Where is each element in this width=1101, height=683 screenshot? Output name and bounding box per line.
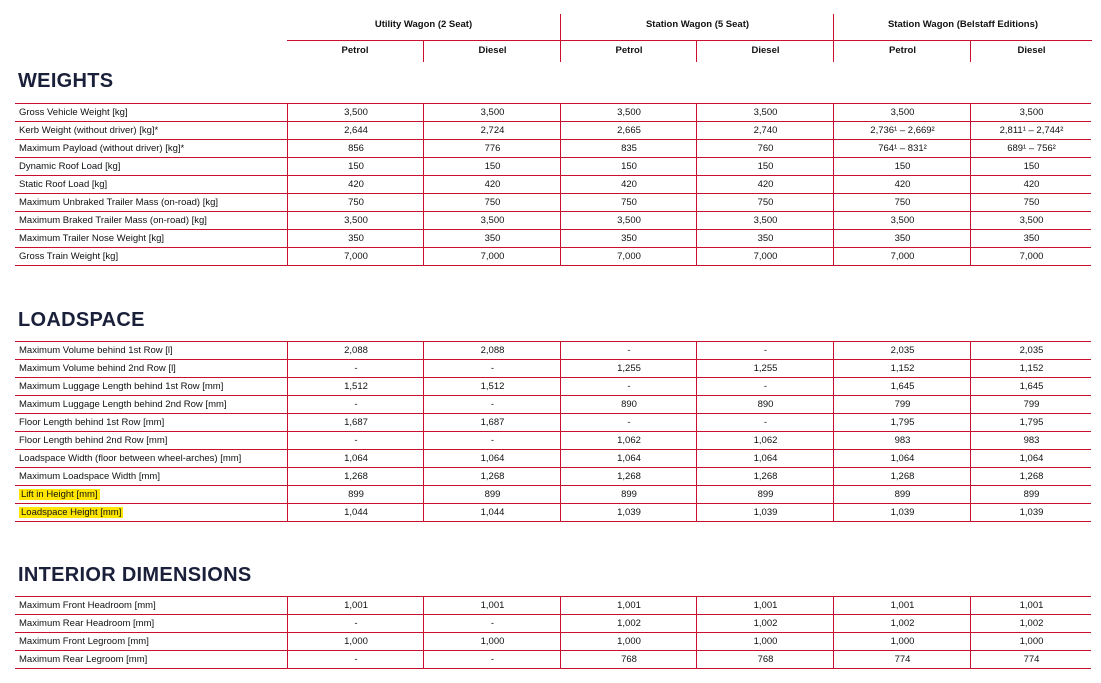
table-cell: 1,795 (833, 414, 971, 431)
table-cell: 799 (833, 396, 971, 413)
table-cell: 420 (970, 176, 1092, 193)
interior-table (15, 596, 1091, 669)
row-label: Maximum Payload (without driver) [kg]* (19, 143, 185, 154)
table-cell: - (696, 378, 834, 395)
table-row (15, 229, 1091, 247)
table-cell: 7,000 (560, 248, 697, 265)
table-cell: - (423, 615, 561, 632)
table-cell: 2,088 (423, 342, 561, 359)
table-row (15, 614, 1091, 632)
table-cell: - (560, 414, 697, 431)
table-cell: 2,088 (287, 342, 424, 359)
row-label (15, 486, 291, 503)
table-cell: 3,500 (696, 212, 834, 229)
table-cell: - (560, 378, 697, 395)
loadspace-table (15, 341, 1091, 522)
table-cell: 1,001 (833, 597, 971, 614)
table-cell: 899 (287, 486, 424, 503)
table-cell: 1,152 (970, 360, 1092, 377)
row-label: Static Roof Load [kg] (19, 179, 108, 190)
group-header-belstaff: Station Wagon (Belstaff Editions) (833, 14, 1092, 41)
row-label: Loadspace Width (floor between wheel-arches) [mm] (19, 453, 242, 464)
table-cell: 1,064 (423, 450, 561, 467)
table-cell: 3,500 (423, 212, 561, 229)
table-row (15, 139, 1091, 157)
table-cell: - (423, 432, 561, 449)
table-cell: 1,001 (287, 597, 424, 614)
table-row (15, 395, 1091, 413)
table-cell: 1,255 (696, 360, 834, 377)
table-cell: 350 (287, 230, 424, 247)
weights-table (15, 103, 1091, 266)
row-label (15, 504, 291, 521)
table-cell: 2,724 (423, 122, 561, 139)
row-label: Maximum Luggage Length behind 1st Row [mm] (19, 381, 224, 392)
table-cell: 983 (970, 432, 1092, 449)
table-cell: 1,001 (560, 597, 697, 614)
table-cell: 1,002 (970, 615, 1092, 632)
table-cell: 1,064 (696, 450, 834, 467)
table-cell: 3,500 (560, 104, 697, 121)
table-row (15, 632, 1091, 650)
table-cell: 899 (970, 486, 1092, 503)
table-cell: - (287, 615, 424, 632)
table-row (15, 121, 1091, 139)
row-label: Maximum Rear Legroom [mm] (19, 654, 148, 665)
table-cell: 3,500 (833, 104, 971, 121)
section-title-loadspace: LOADSPACE (18, 309, 145, 331)
table-cell: 1,687 (287, 414, 424, 431)
table-cell: 7,000 (423, 248, 561, 265)
table-cell: 1,001 (970, 597, 1092, 614)
table-cell: 150 (560, 158, 697, 175)
row-label: Floor Length behind 1st Row [mm] (19, 417, 165, 428)
table-cell: 1,152 (833, 360, 971, 377)
table-row (15, 431, 1091, 449)
table-cell: 890 (560, 396, 697, 413)
table-cell: 760 (696, 140, 834, 157)
table-row (15, 650, 1091, 669)
row-label: Maximum Volume behind 2nd Row [l] (19, 363, 176, 374)
table-cell: 3,500 (970, 212, 1092, 229)
table-cell: 3,500 (696, 104, 834, 121)
row-label: Kerb Weight (without driver) [kg]* (19, 125, 159, 136)
table-cell: 1,268 (423, 468, 561, 485)
table-cell: 1,000 (287, 633, 424, 650)
row-label: Gross Vehicle Weight [kg] (19, 107, 128, 118)
table-cell: 750 (423, 194, 561, 211)
table-row (15, 596, 1091, 614)
table-cell: - (287, 360, 424, 377)
table-cell: 1,001 (423, 597, 561, 614)
table-cell: 7,000 (833, 248, 971, 265)
table-cell: 350 (423, 230, 561, 247)
table-cell: 1,512 (287, 378, 424, 395)
table-cell: 899 (560, 486, 697, 503)
table-cell: 1,795 (970, 414, 1092, 431)
fuel-header: Petrol (833, 40, 971, 62)
row-label: Dynamic Roof Load [kg] (19, 161, 121, 172)
table-cell: 1,002 (833, 615, 971, 632)
row-label: Maximum Loadspace Width [mm] (19, 471, 160, 482)
table-cell: 774 (970, 651, 1092, 668)
table-cell: 1,512 (423, 378, 561, 395)
table-cell: 1,002 (696, 615, 834, 632)
table-cell: 1,645 (970, 378, 1092, 395)
table-cell: 2,736¹ – 2,669² (833, 122, 971, 139)
table-cell: 3,500 (287, 212, 424, 229)
table-cell: 1,039 (970, 504, 1092, 521)
row-label: Maximum Rear Headroom [mm] (19, 618, 155, 629)
group-header-utility-wagon: Utility Wagon (2 Seat) (287, 14, 560, 41)
table-cell: 350 (696, 230, 834, 247)
table-cell: 768 (696, 651, 834, 668)
table-cell: 1,001 (696, 597, 834, 614)
table-cell: 774 (833, 651, 971, 668)
table-cell: 350 (560, 230, 697, 247)
table-cell: 420 (423, 176, 561, 193)
table-cell: 899 (696, 486, 834, 503)
row-label: Maximum Front Legroom [mm] (19, 636, 149, 647)
table-cell: 1,268 (287, 468, 424, 485)
table-cell: 420 (287, 176, 424, 193)
table-cell: 3,500 (560, 212, 697, 229)
table-cell: 1,268 (696, 468, 834, 485)
table-cell: 899 (833, 486, 971, 503)
table-cell: 1,064 (970, 450, 1092, 467)
row-label: Maximum Luggage Length behind 2nd Row [mm] (19, 399, 227, 410)
table-cell: 776 (423, 140, 561, 157)
table-cell: 750 (696, 194, 834, 211)
table-cell: 420 (833, 176, 971, 193)
table-cell: 7,000 (287, 248, 424, 265)
fuel-header: Diesel (696, 40, 834, 62)
row-label: Maximum Braked Trailer Mass (on-road) [kg] (19, 215, 207, 226)
table-row (15, 247, 1091, 266)
table-cell: 983 (833, 432, 971, 449)
table-cell: 2,035 (970, 342, 1092, 359)
row-label: Maximum Trailer Nose Weight [kg] (19, 233, 165, 244)
row-label: Maximum Unbraked Trailer Mass (on-road) [kg] (19, 197, 219, 208)
section-title-weights: WEIGHTS (18, 70, 114, 92)
table-cell: 1,039 (696, 504, 834, 521)
table-cell: - (287, 651, 424, 668)
table-cell: 1,268 (560, 468, 697, 485)
table-cell: 1,268 (833, 468, 971, 485)
table-cell: 3,500 (970, 104, 1092, 121)
table-cell: 1,000 (560, 633, 697, 650)
table-cell: 890 (696, 396, 834, 413)
table-cell: 350 (833, 230, 971, 247)
table-cell: 2,035 (833, 342, 971, 359)
table-cell: 1,064 (287, 450, 424, 467)
table-cell: 1,000 (696, 633, 834, 650)
table-cell: 835 (560, 140, 697, 157)
fuel-header: Petrol (341, 45, 369, 56)
table-row (15, 157, 1091, 175)
table-cell: 3,500 (833, 212, 971, 229)
table-cell: 1,687 (423, 414, 561, 431)
table-cell: - (423, 396, 561, 413)
table-cell: 750 (287, 194, 424, 211)
table-row (15, 413, 1091, 431)
table-cell: 2,740 (696, 122, 834, 139)
table-cell: 1,064 (833, 450, 971, 467)
table-cell: 1,000 (970, 633, 1092, 650)
row-label: Gross Train Weight [kg] (19, 251, 119, 262)
column-group-header (287, 14, 1091, 62)
table-row-highlighted (15, 485, 1091, 503)
table-cell: 1,044 (287, 504, 424, 521)
highlighted-label: Lift in Height [mm] (21, 489, 98, 500)
table-row (15, 341, 1091, 359)
table-row (15, 175, 1091, 193)
table-cell: - (423, 360, 561, 377)
highlighted-label: Loadspace Height [mm] (21, 507, 122, 518)
table-cell: - (696, 414, 834, 431)
table-cell: 1,000 (833, 633, 971, 650)
table-row (15, 467, 1091, 485)
table-row (15, 193, 1091, 211)
table-cell: 1,002 (560, 615, 697, 632)
table-cell: 1,062 (560, 432, 697, 449)
fuel-header: Diesel (423, 40, 561, 62)
table-cell: 2,811¹ – 2,744² (970, 122, 1092, 139)
table-cell: 750 (833, 194, 971, 211)
table-cell: 899 (423, 486, 561, 503)
row-label: Floor Length behind 2nd Row [mm] (19, 435, 168, 446)
table-cell: 3,500 (287, 104, 424, 121)
table-cell: 1,064 (560, 450, 697, 467)
section-title-interior: INTERIOR DIMENSIONS (18, 564, 252, 586)
table-cell: 420 (560, 176, 697, 193)
table-cell: 1,268 (970, 468, 1092, 485)
table-cell: 750 (970, 194, 1092, 211)
table-cell: 1,044 (423, 504, 561, 521)
table-cell: 3,500 (423, 104, 561, 121)
table-cell: 1,039 (833, 504, 971, 521)
table-cell: 689¹ – 756² (970, 140, 1092, 157)
table-cell: 150 (423, 158, 561, 175)
table-row-highlighted (15, 503, 1091, 522)
table-cell: 1,039 (560, 504, 697, 521)
table-cell: 1,000 (423, 633, 561, 650)
table-cell: 2,665 (560, 122, 697, 139)
table-cell: 1,645 (833, 378, 971, 395)
row-label: Maximum Front Headroom [mm] (19, 600, 156, 611)
table-cell: 1,062 (696, 432, 834, 449)
row-label: Maximum Volume behind 1st Row [l] (19, 345, 173, 356)
table-cell: 7,000 (970, 248, 1092, 265)
table-cell: 150 (833, 158, 971, 175)
table-cell: 1,255 (560, 360, 697, 377)
table-cell: 150 (287, 158, 424, 175)
table-cell: 150 (696, 158, 834, 175)
table-cell: 7,000 (696, 248, 834, 265)
table-cell: - (696, 342, 834, 359)
table-cell: 768 (560, 651, 697, 668)
table-cell: 2,644 (287, 122, 424, 139)
table-cell: 350 (970, 230, 1092, 247)
table-cell: - (423, 651, 561, 668)
table-row (15, 359, 1091, 377)
fuel-header: Petrol (560, 40, 697, 62)
table-cell: - (560, 342, 697, 359)
table-cell: - (287, 432, 424, 449)
table-cell: 150 (970, 158, 1092, 175)
table-cell: 764¹ – 831² (833, 140, 971, 157)
table-cell: 856 (287, 140, 424, 157)
table-cell: - (287, 396, 424, 413)
fuel-header: Diesel (970, 40, 1092, 62)
table-cell: 799 (970, 396, 1092, 413)
group-header-station-wagon: Station Wagon (5 Seat) (560, 14, 834, 41)
table-cell: 750 (560, 194, 697, 211)
table-row (15, 103, 1091, 121)
table-row (15, 377, 1091, 395)
table-row (15, 211, 1091, 229)
table-row (15, 449, 1091, 467)
table-cell: 420 (696, 176, 834, 193)
